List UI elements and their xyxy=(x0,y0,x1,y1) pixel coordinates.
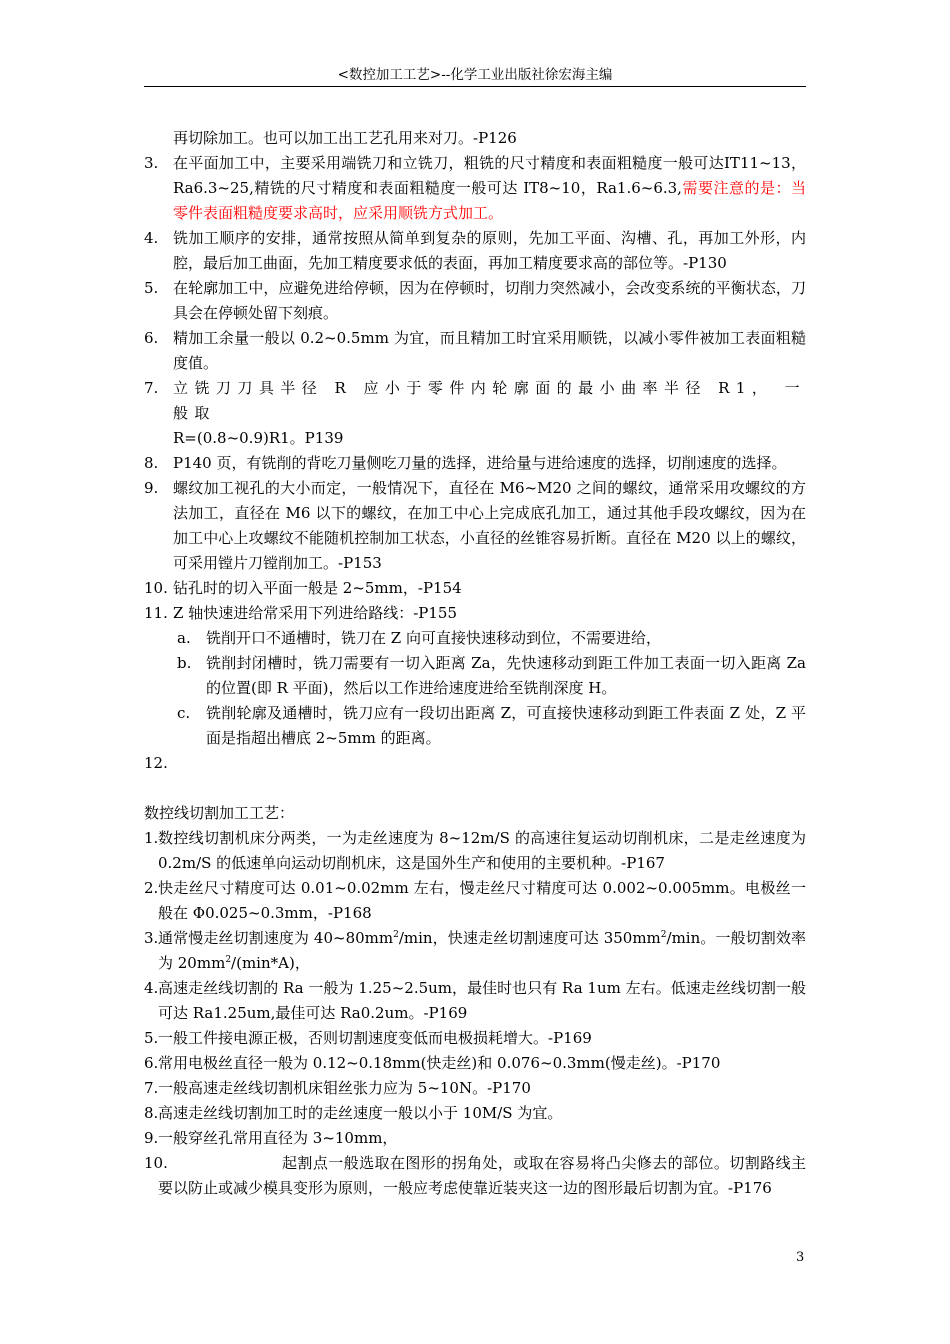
item-number: 5. xyxy=(144,1029,159,1047)
item-text-line1: 起割点一般选取在图形的拐角处，或取在容易将凸尖修去的部位。切割路 xyxy=(282,1154,776,1172)
item-number: 8. xyxy=(144,1104,159,1122)
item-text: 一般工件接电源正极，否则切割速度变低而电极损耗增大。-P169 xyxy=(158,1029,592,1047)
running-header: <数控加工工艺>--化学工业出版社徐宏海主编 xyxy=(337,67,613,83)
header-rule xyxy=(144,86,806,87)
subitem-text: 铣削封闭槽时，铣刀需要有一切入距离 Za，先快速移动到距工件加工表面一切入距离 Za 的位置(即 R 平面)，然后以工作进给速度进给至铣削深度 H。 xyxy=(206,654,806,697)
page-number: 3 xyxy=(796,1250,805,1265)
milling-item-7 xyxy=(144,376,806,451)
milling-item-6 xyxy=(144,326,806,376)
item-text-rest: 线主要以防止或减少模具变形为原则，一般应考虑使靠近装夹这一边的图形最后切割为宜。-P176 xyxy=(158,1154,806,1197)
wire-item-4 xyxy=(144,976,806,1026)
milling-subitem-b xyxy=(144,651,806,701)
item-number: 12. xyxy=(144,754,168,772)
wire-item-6 xyxy=(144,1051,806,1076)
item-number: 6. xyxy=(144,1054,159,1072)
item-text: 在平面加工中，主要采用端铣刀和立铣刀，粗铣的尺寸精度和表面粗糙度一般可达IT11~13，Ra6.3~25,精铣的尺寸精度和表面粗糙度一般可达 IT8~10，Ra1.6~6.3, xyxy=(173,154,806,197)
item-text-part: /min。一般切割效率为 20mm xyxy=(158,929,806,972)
item-text: 精加工余量一般以 0.2~0.5mm 为宜，而且精加工时宜采用顺铣，以减小零件被加工表面粗糙度值。 xyxy=(173,329,806,372)
item-number: 10. xyxy=(144,579,168,597)
subitem-letter: a. xyxy=(177,629,191,647)
item-text: 快走丝尺寸精度可达 0.01~0.02mm 左右，慢走丝尺寸精度可达 0.002~0.005mm。电极丝一般在 Φ0.025~0.3mm，-P168 xyxy=(158,879,806,922)
wire-item-10 xyxy=(144,1151,806,1201)
item-text-part: /(min*A)， xyxy=(231,954,310,972)
item-number: 2. xyxy=(144,879,159,897)
page-content xyxy=(144,126,806,1201)
item-text: 数控线切割机床分两类，一为走丝速度为 8~12m/S 的高速往复运动切削机床，二是走丝速度为 0.2m/S 的低速单向运动切削机床，这是国外生产和使用的主要机种。-P167 xyxy=(158,829,806,872)
continuation-paragraph xyxy=(144,126,806,151)
section-title: 数控线切割加工工艺： xyxy=(144,804,295,822)
item-number: 3. xyxy=(144,154,159,172)
item-number: 4. xyxy=(144,229,159,247)
superscript: 2 xyxy=(660,930,667,940)
milling-subitem-c xyxy=(144,701,806,751)
superscript: 2 xyxy=(393,930,399,940)
wire-item-2 xyxy=(144,876,806,926)
superscript: 2 xyxy=(225,955,232,965)
item-text: 高速走丝线切割的 Ra 一般为 1.25~2.5um，最佳时也只有 Ra 1um 左右。低速走丝线切割一般可达 Ra1.25um,最佳可达 Ra0.2um。-P169 xyxy=(158,979,806,1022)
item-text: Z 轴快速进给常采用下列进给路线：-P155 xyxy=(173,604,457,622)
subitem-letter: c. xyxy=(177,704,191,722)
item-number: 8. xyxy=(144,454,159,472)
item-number: 9. xyxy=(144,1129,159,1147)
milling-item-12 xyxy=(144,751,806,776)
item-text: 常用电极丝直径一般为 0.12~0.18mm(快走丝)和 0.076~0.3mm(慢走丝)。-P170 xyxy=(158,1054,721,1072)
subitem-text: 铣削开口不通槽时，铣刀在 Z 向可直接快速移动到位，不需要进给， xyxy=(206,629,661,647)
wire-item-3 xyxy=(144,926,806,976)
milling-item-10 xyxy=(144,576,806,601)
item-text-part: 通常慢走丝切割速度为 40~80mm xyxy=(158,929,394,947)
item-number: 9. xyxy=(144,479,159,497)
milling-item-5 xyxy=(144,276,806,326)
wire-item-5 xyxy=(144,1026,806,1051)
milling-item-9 xyxy=(144,476,806,576)
section-gap xyxy=(144,776,806,801)
subitem-text: 铣削轮廓及通槽时，铣刀应有一段切出距离 Z，可直接快速移动到距工件表面 Z 处，Z 平面是指超出槽底 2~5mm 的距离。 xyxy=(206,704,806,747)
milling-item-3 xyxy=(144,151,806,226)
milling-item-11 xyxy=(144,601,806,626)
item-text: 一般穿丝孔常用直径为 3~10mm， xyxy=(158,1129,398,1147)
continuation-text: 再切除加工。也可以加工出工艺孔用来对刀。-P126 xyxy=(173,129,517,147)
wire-item-9 xyxy=(144,1126,806,1151)
item-number: 7. xyxy=(144,379,159,397)
item-number: 4. xyxy=(144,979,159,997)
item-text: 一般高速走丝线切割机床钼丝张力应为 5~10N。-P170 xyxy=(158,1079,531,1097)
item-text-line1: 立铣刀刀具半径 R 应小于零件内轮廓面的最小曲率半径 R1， 一般取 xyxy=(173,379,806,422)
milling-item-8 xyxy=(144,451,806,476)
item-number: 1. xyxy=(144,829,159,847)
item-number: 7. xyxy=(144,1079,159,1097)
item-number: 6. xyxy=(144,329,159,347)
item-number: 5. xyxy=(144,279,159,297)
milling-subitem-a xyxy=(144,626,806,651)
item-text: 铣加工顺序的安排，通常按照从简单到复杂的原则，先加工平面、沟槽、孔，再加工外形，内腔，最后加工曲面，先加工精度要求低的表面，再加工精度要求高的部位等。-P130 xyxy=(173,229,806,272)
subitem-letter: b. xyxy=(177,654,192,672)
wire-item-7 xyxy=(144,1076,806,1101)
item-number: 3. xyxy=(144,929,159,947)
highlighted-note: 需要注意的是：当零件表面粗糙度要求高时，应采用顺铣方式加工。 xyxy=(173,179,806,222)
item-text-part: /min，快速走丝切割速度可达 350mm xyxy=(398,929,661,947)
item-text: 在轮廓加工中，应避免进给停顿，因为在停顿时，切削力突然减小，会改变系统的平衡状态，刀具会在停顿处留下刻痕。 xyxy=(173,279,806,322)
milling-item-4 xyxy=(144,226,806,276)
item-text: 螺纹加工视孔的大小而定，一般情况下，直径在 M6~M20 之间的螺纹，通常采用攻螺纹的方法加工，直径在 M6 以下的螺纹，在加工中心上完成底孔加工，通过其他手段攻螺纹，因为在加工中心上攻螺纹不能随机控制加工状态，小直径的丝锥容易折断。直径在 M20 以上的螺纹，可采用镗片刀镗削加工。-P153 xyxy=(173,479,806,572)
item-text: 钻孔时的切入平面一般是 2~5mm，-P154 xyxy=(173,579,462,597)
wire-item-8 xyxy=(144,1101,806,1126)
item-text: P140 页，有铣削的背吃刀量侧吃刀量的选择，进给量与进给速度的选择，切削速度的选择。 xyxy=(173,454,787,472)
wire-item-1 xyxy=(144,826,806,876)
item-number: 11. xyxy=(144,604,168,622)
item-text-line2: R=(0.8~0.9)R1。P139 xyxy=(173,429,344,447)
item-text: 高速走丝线切割加工时的走丝速度一般以小于 10M/S 为宜。 xyxy=(158,1104,563,1122)
item-number: 10. xyxy=(144,1154,168,1172)
